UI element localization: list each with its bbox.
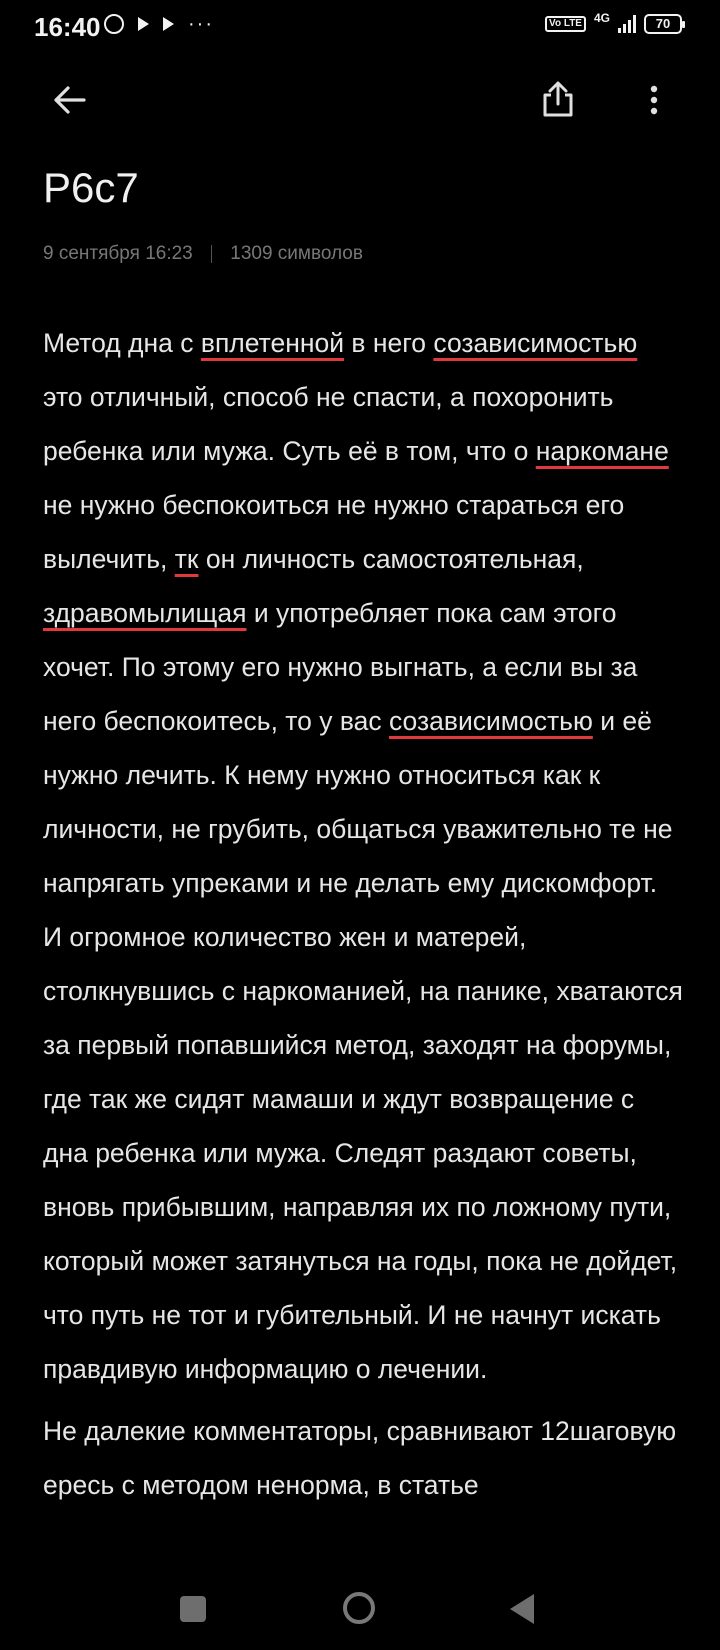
note-meta (43, 243, 363, 265)
volte-icon: Vo LTE (545, 16, 586, 32)
text-segment: он личность самостоятельная, (198, 544, 584, 574)
more-notifications-icon: ··· (188, 13, 214, 35)
note-paragraph[interactable]: Не далекие комментаторы, сравнивают 12шаговую ересь с методом ненорма, в статье (43, 1416, 677, 1500)
recent-apps-button[interactable] (180, 1596, 206, 1622)
share-button[interactable] (536, 78, 580, 122)
notification-icons (104, 14, 214, 34)
home-button[interactable] (343, 1592, 375, 1624)
misspelled-word[interactable]: созависимостью (389, 706, 593, 736)
text-segment: и употребляет пока сам этого хочет. По этому его нужно выгнать, а если вы за него беспокоитесь, то у вас (43, 598, 638, 736)
note-paragraph[interactable] (43, 316, 683, 1396)
misspelled-word[interactable]: наркомане (535, 436, 669, 466)
text-segment: не нужно беспокоиться не нужно стараться его вылечить, (43, 490, 625, 574)
note-toolbar (0, 70, 720, 130)
battery-icon (644, 14, 682, 34)
note-char-count: 1309 символов (230, 243, 363, 264)
text-segment: Метод дна с (43, 328, 201, 358)
battery-level: 70 (655, 16, 671, 31)
status-bar (0, 0, 720, 56)
more-options-button[interactable] (632, 78, 676, 122)
note-title[interactable]: Р6с7 (43, 164, 139, 211)
arrow-left-icon (48, 78, 92, 122)
system-icons (545, 11, 682, 34)
text-segment: в него (344, 328, 434, 358)
misspelled-word[interactable]: вплетенной (200, 328, 345, 358)
play-icon (163, 17, 174, 31)
back-button[interactable] (48, 78, 92, 122)
misspelled-word[interactable]: созависимостью (433, 328, 638, 358)
note-body[interactable] (43, 316, 683, 1520)
share-icon (536, 78, 580, 122)
signal-icon (618, 15, 636, 33)
text-segment: это отличный, способ не спасти, а похоронить ребенка или мужа. Суть её в том, что о (43, 382, 614, 466)
play-icon (138, 17, 149, 31)
note-date: 9 сентября 16:23 (43, 243, 193, 264)
system-navigation-bar (0, 1580, 720, 1650)
misspelled-word[interactable]: здравомылищая (43, 598, 247, 628)
status-time: 16:40 (34, 12, 101, 42)
meta-divider (211, 245, 213, 263)
whatsapp-icon (104, 14, 124, 34)
misspelled-word[interactable]: тк (174, 544, 199, 574)
more-vertical-icon (632, 78, 676, 122)
text-segment: и её нужно лечить. К нему нужно относиться как к личности, не грубить, общаться уважительно те не напрягать упреками и не делать ему дискомфорт. И огромное количество жен и матерей, столкнувшись с наркоманией, на панике, хватаются за первый попавшийся метод, заходят на форумы, где так же сидят мамаши и ждут возвращение с дна ребенка или мужа. Следят раздают советы, вновь прибывшим, направляя их по ложному пути, который может затянуться на годы, пока не дойдет, что путь не тот и губительный. И не начнут искать правдивую информацию о лечении. (43, 706, 683, 1384)
system-back-button[interactable] (510, 1594, 534, 1624)
network-type: 4G (593, 11, 610, 25)
